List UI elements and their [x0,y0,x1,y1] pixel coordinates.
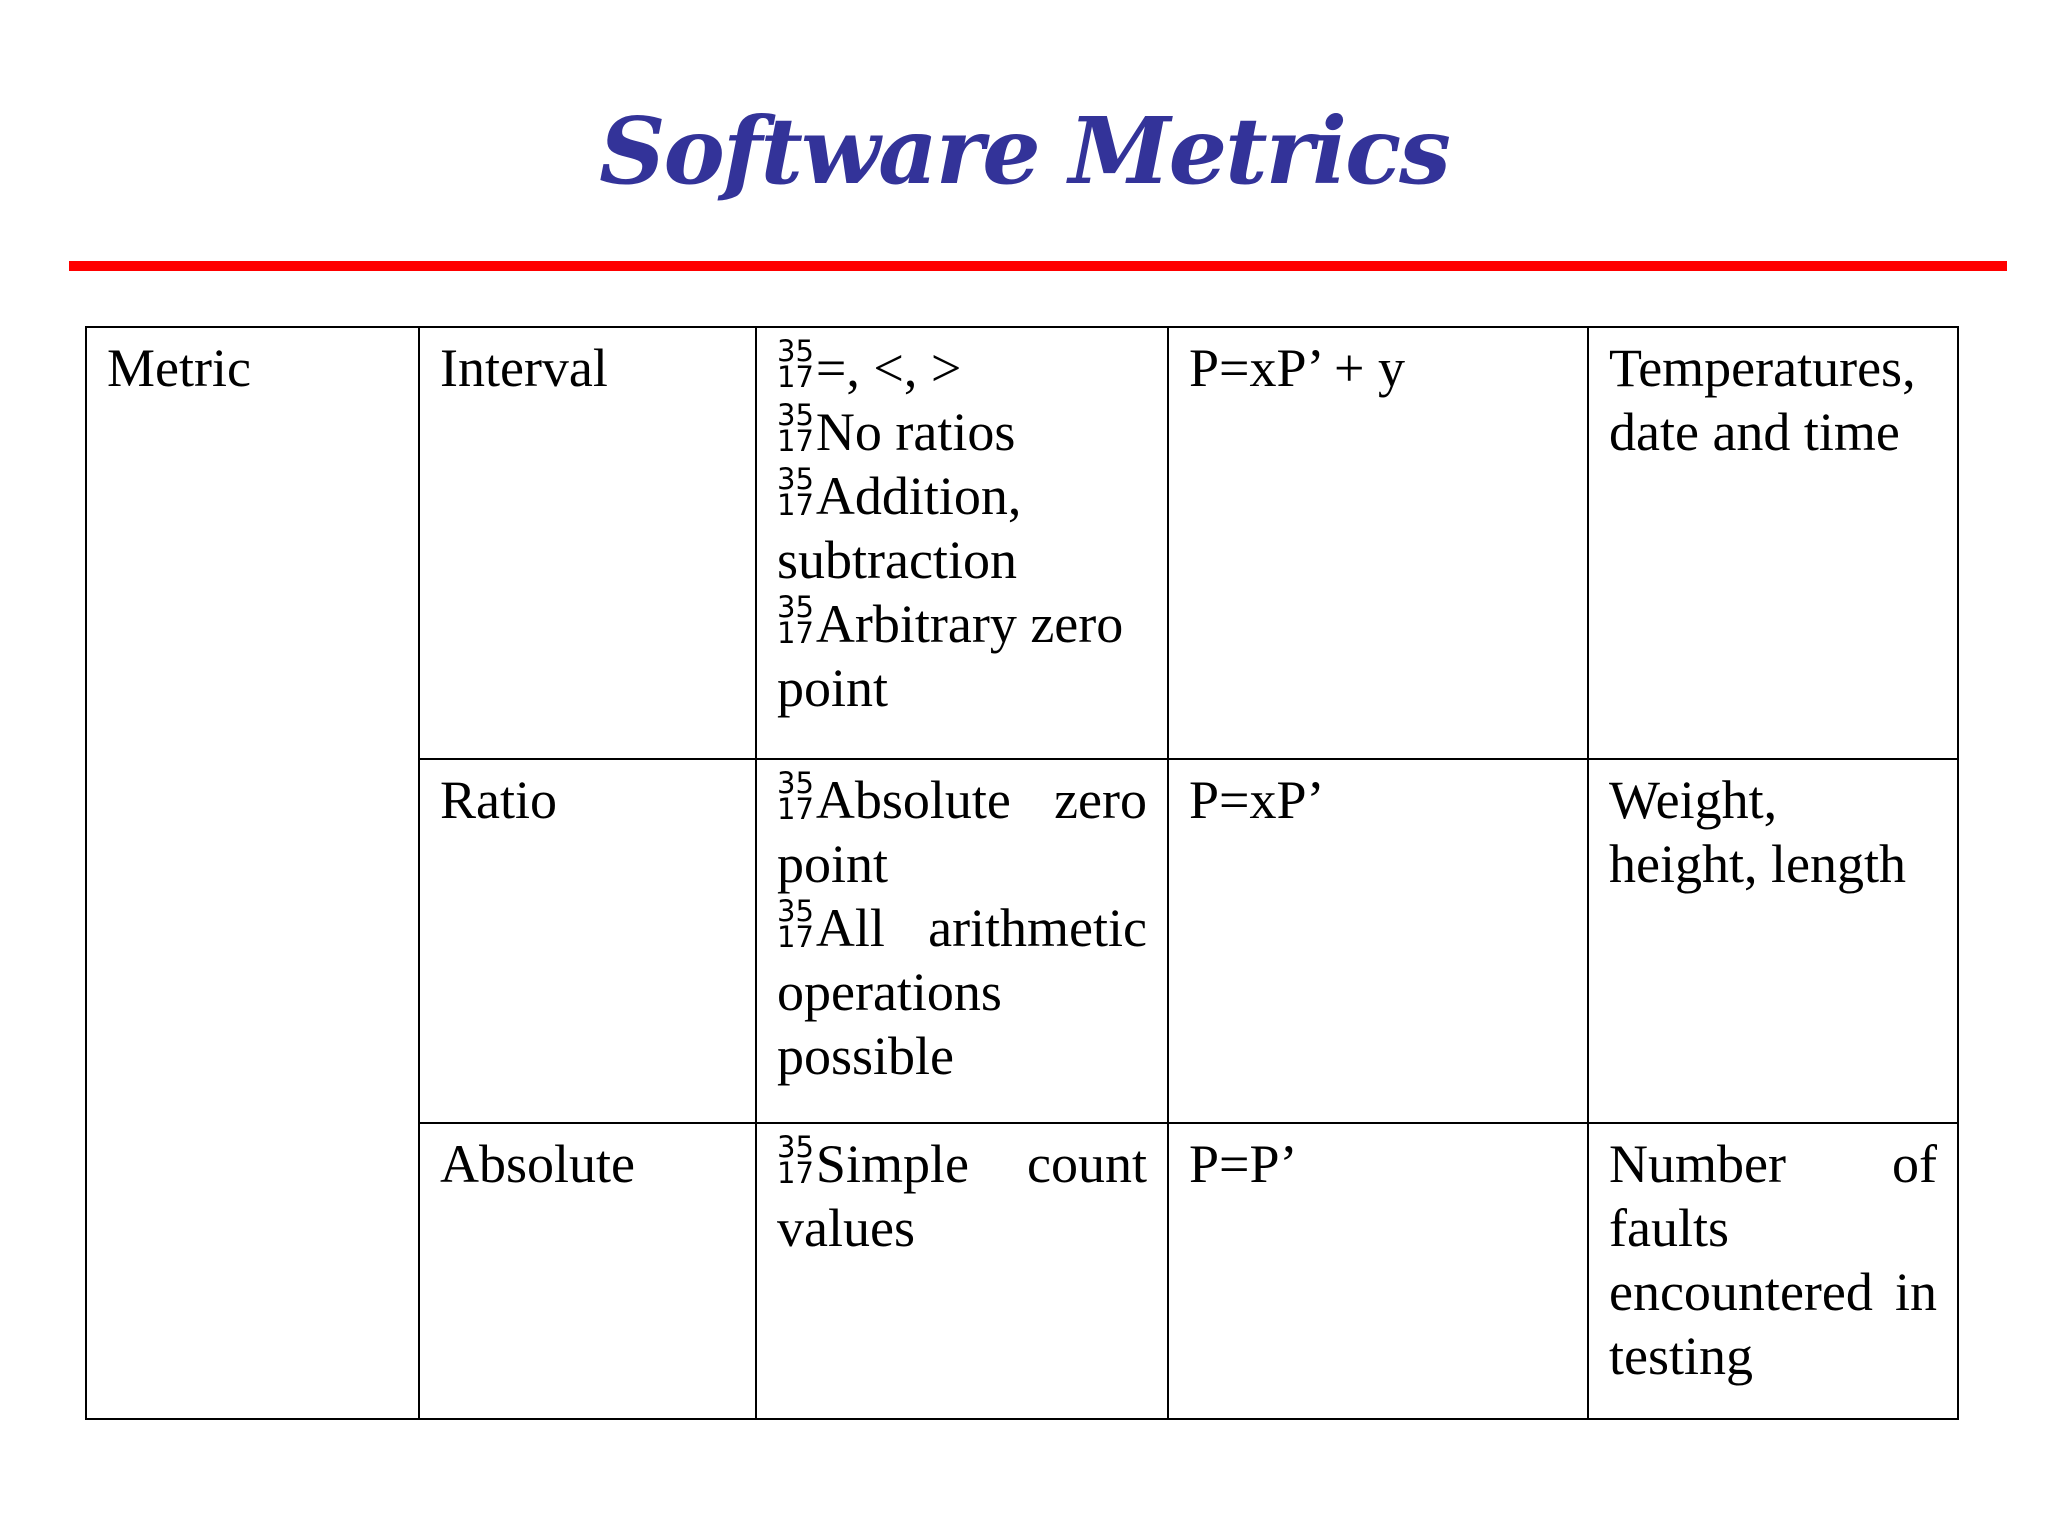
property-text: No ratios [815,402,1016,462]
list-item [777,1132,1147,1260]
scale-cell: Ratio [419,759,756,1123]
bullet-marker: 35 17 [777,590,814,650]
property-text: =, <, > [815,338,962,398]
examples-cell: Temperatures, date and time [1588,327,1958,759]
title-divider [69,261,2007,271]
metrics-table [85,326,1959,1420]
list-item [777,768,1147,896]
scale-cell: Absolute [419,1123,756,1419]
list-item [777,464,1147,592]
bullet-marker: 35 17 [777,398,814,458]
properties-cell [756,327,1168,759]
bullet-marker: 35 17 [777,462,814,522]
property-text: Addition, subtraction [777,466,1022,590]
property-text: All arithmetic operations possible [777,898,1147,1086]
table-row [86,327,1958,759]
properties-cell [756,759,1168,1123]
bullet-marker: 35 17 [777,1130,814,1190]
formula-cell: P=xP’ [1168,759,1588,1123]
list-item [777,400,1147,464]
list-item [777,592,1147,720]
list-item [777,336,1147,400]
property-text: Absolute zero point [777,770,1147,894]
slide-title: Software Metrics [599,97,1449,205]
list-item [777,896,1147,1088]
property-text: Simple count values [777,1134,1147,1258]
bullet-marker: 35 17 [777,894,814,954]
bullet-marker: 35 17 [777,334,814,394]
category-cell: Metric [86,327,419,1419]
formula-cell: P=xP’ + y [1168,327,1588,759]
properties-cell [756,1123,1168,1419]
examples-cell: Number of faults encountered in testing [1588,1123,1958,1419]
property-text: Arbitrary zero point [777,594,1124,718]
examples-cell: Weight, height, length [1588,759,1958,1123]
scale-cell: Interval [419,327,756,759]
formula-cell: P=P’ [1168,1123,1588,1419]
bullet-marker: 35 17 [777,766,814,826]
